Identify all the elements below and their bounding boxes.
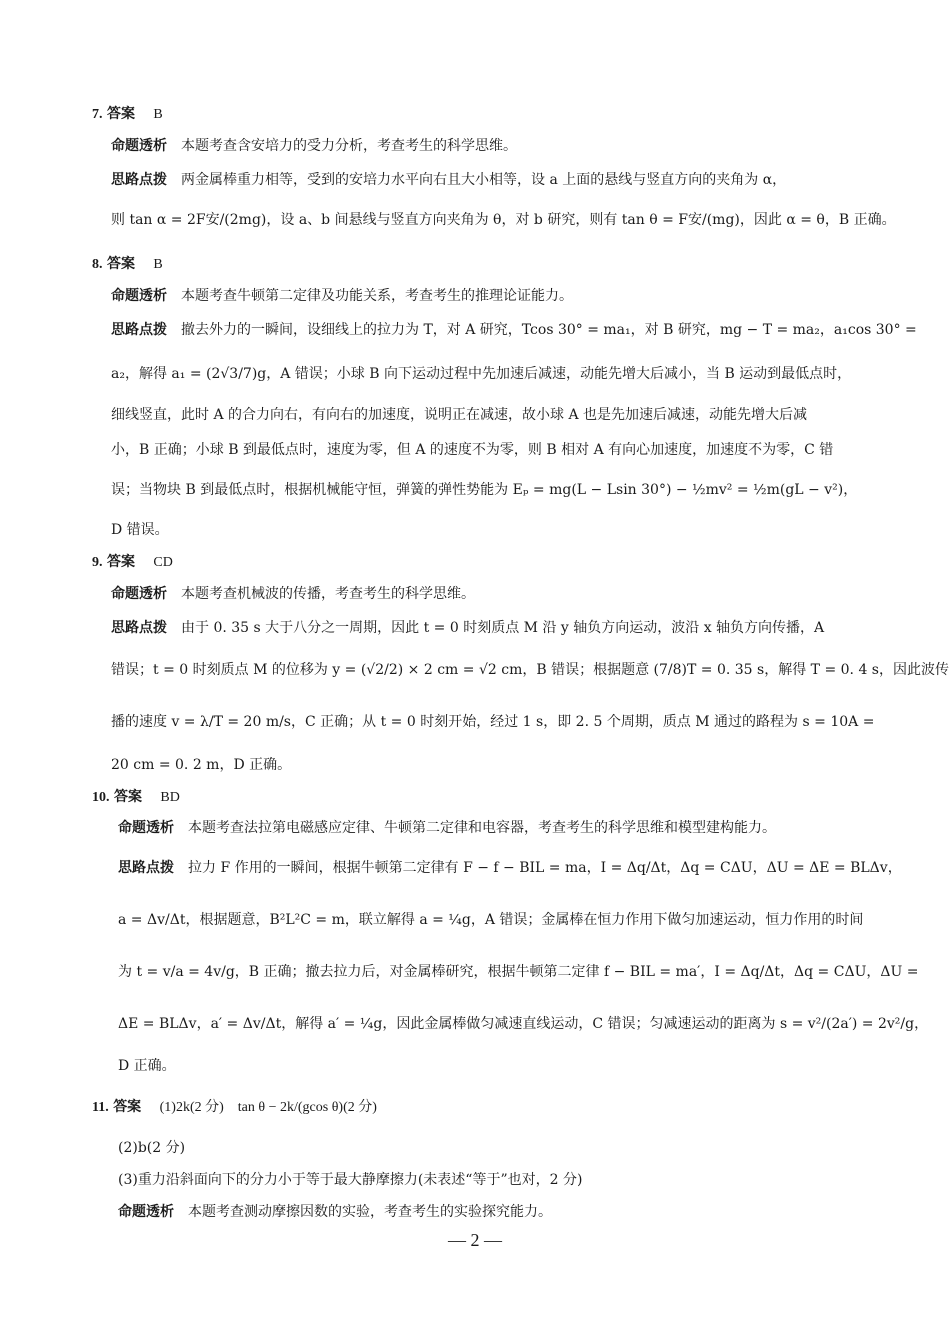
q11-answer-label: 答案 bbox=[113, 1099, 142, 1115]
q11-sub-3: (3)重力沿斜面向下的分力小于等于最大静摩擦力(未表述“等于”也对，2 分) bbox=[118, 1172, 583, 1188]
q11-analysis bbox=[118, 1202, 552, 1222]
q11-analysis-tag: 命题透析 bbox=[118, 1204, 174, 1220]
q10-idea-line-3: 为 t = v/a = 4v/g，B 正确；撤去拉力后，对金属棒研究，根据牛顿第二定律 f − BIL = ma′，I = Δq/Δt，Δq = CΔU，ΔU = bbox=[118, 964, 919, 980]
q8-answer-label: 答案 bbox=[106, 256, 135, 272]
q7-number: 7. bbox=[92, 107, 103, 122]
q10-answer-line bbox=[92, 787, 180, 808]
q8-analysis bbox=[111, 286, 573, 306]
q9-analysis bbox=[111, 584, 475, 604]
q10-answer-label: 答案 bbox=[113, 789, 142, 805]
q8-answer-line bbox=[92, 254, 163, 275]
q7-answer-label: 答案 bbox=[106, 106, 135, 122]
q9-idea-line-4: 20 cm = 0. 2 m，D 正确。 bbox=[111, 757, 292, 773]
page-number: — 2 — bbox=[448, 1230, 502, 1250]
q8-idea-line-3: 细线竖直，此时 A 的合力向右，有向右的加速度，说明正在减速，故小球 A 也是先加速后减速，动能先增大后减 bbox=[111, 407, 808, 423]
q8-idea-line-6: D 错误。 bbox=[111, 522, 169, 538]
q9-idea-tag: 思路点拨 bbox=[111, 620, 167, 636]
q8-idea-text-1: 撤去外力的一瞬间，设细线上的拉力为 T，对 A 研究，Tcos 30° = ma₁，对 B 研究，mg − T = ma₂，a₁cos 30° = bbox=[181, 322, 917, 338]
q8-idea-tag: 思路点拨 bbox=[111, 322, 167, 338]
q10-analysis-text: 本题考查法拉第电磁感应定律、牛顿第二定律和电容器，考查考生的科学思维和模型建构能力。 bbox=[188, 820, 776, 836]
q8-idea-line-4: 小，B 正确；小球 B 到最低点时，速度为零，但 A 的速度不为零，则 B 相对 A 有向心加速度，加速度不为零，C 错 bbox=[111, 442, 834, 458]
q8-analysis-tag: 命题透析 bbox=[111, 288, 167, 304]
q10-idea-line-5: D 正确。 bbox=[118, 1058, 176, 1074]
q10-answer: BD bbox=[160, 790, 180, 805]
q7-answer: B bbox=[153, 107, 163, 122]
q10-number: 10. bbox=[92, 790, 110, 805]
q9-answer: CD bbox=[153, 555, 173, 570]
q11-answer-line bbox=[92, 1097, 377, 1118]
q10-idea-line-4: ΔE = BLΔv，a′ = Δv/Δt，解得 a′ = ¼g，因此金属棒做匀减速直线运动，C 错误；匀减速运动的距离为 s = v²/(2a′) = 2v²/g， bbox=[118, 1016, 929, 1032]
q9-analysis-text: 本题考查机械波的传播，考查考生的科学思维。 bbox=[181, 586, 475, 602]
q9-answer-label: 答案 bbox=[106, 554, 135, 570]
q8-idea-line-5: 误；当物块 B 到最低点时，根据机械能守恒，弹簧的弹性势能为 Eₚ = mg(L − Lsin 30°) − ½mv² = ½m(gL − v²)， bbox=[111, 482, 858, 498]
q7-idea-text-1: 两金属棒重力相等，受到的安培力水平向右且大小相等，设 a 上面的悬线与竖直方向的夹角为 α， bbox=[181, 172, 787, 188]
q11-number: 11. bbox=[92, 1100, 109, 1115]
q7-analysis bbox=[111, 136, 517, 156]
q10-analysis bbox=[118, 818, 776, 838]
q9-idea-text-1: 由于 0. 35 s 大于八分之一周期，因此 t = 0 时刻质点 M 沿 y 轴负方向运动，波沿 x 轴负方向传播，A bbox=[181, 620, 825, 636]
q11-answer: (1)2k(2 分) tan θ − 2k/(gcos θ)(2 分) bbox=[159, 1100, 377, 1115]
q7-idea-line-1 bbox=[111, 170, 786, 190]
q10-idea-line-2: a = Δv/Δt，根据题意，B²L²C = m，联立解得 a = ¼g，A 错误；金属棒在恒力作用下做匀加速运动，恒力作用的时间 bbox=[118, 912, 864, 928]
q8-idea-line-2: a₂，解得 a₁ = (2√3/7)g，A 错误；小球 B 向下运动过程中先加速后减速，动能先增大后减小，当 B 运动到最低点时， bbox=[111, 366, 852, 382]
q9-analysis-tag: 命题透析 bbox=[111, 586, 167, 602]
q10-idea-line-1 bbox=[118, 858, 902, 878]
q8-number: 8. bbox=[92, 257, 103, 272]
q8-answer: B bbox=[153, 257, 163, 272]
q8-analysis-text: 本题考查牛顿第二定律及功能关系，考查考生的推理论证能力。 bbox=[181, 288, 573, 304]
q8-idea-line-1 bbox=[111, 320, 917, 340]
q9-idea-line-3: 播的速度 v = λ/T = 20 m/s，C 正确；从 t = 0 时刻开始，经过 1 s，即 2. 5 个周期，质点 M 通过的路程为 s = 10A = bbox=[111, 714, 875, 730]
q11-sub-2: (2)b(2 分) bbox=[118, 1140, 186, 1156]
q7-idea-line-2: 则 tan α = 2F安/(2mg)，设 a、b 间悬线与竖直方向夹角为 θ，对 b 研究，则有 tan θ = F安/(mg)，因此 α = θ，B 正确。 bbox=[111, 212, 896, 228]
q10-analysis-tag: 命题透析 bbox=[118, 820, 174, 836]
q10-idea-tag: 思路点拨 bbox=[118, 860, 174, 876]
q9-answer-line bbox=[92, 552, 173, 573]
q7-analysis-tag: 命题透析 bbox=[111, 138, 167, 154]
q10-idea-text-1: 拉力 F 作用的一瞬间，根据牛顿第二定律有 F − f − BIL = ma，I = Δq/Δt，Δq = CΔU，ΔU = ΔE = BLΔv， bbox=[188, 860, 902, 876]
q7-answer-line bbox=[92, 104, 163, 125]
q9-number: 9. bbox=[92, 555, 103, 570]
q7-idea-tag: 思路点拨 bbox=[111, 172, 167, 188]
q9-idea-line-1 bbox=[111, 618, 824, 638]
q9-idea-line-2: 错误；t = 0 时刻质点 M 的位移为 y = (√2/2) × 2 cm = √2 cm，B 错误；根据题意 (7/8)T = 0. 35 s，解得 T = 0. 4 s，因此波传 bbox=[111, 662, 949, 678]
q7-analysis-text: 本题考查含安培力的受力分析，考查考生的科学思维。 bbox=[181, 138, 517, 154]
q11-analysis-text: 本题考查测动摩擦因数的实验，考查考生的实验探究能力。 bbox=[188, 1204, 552, 1220]
